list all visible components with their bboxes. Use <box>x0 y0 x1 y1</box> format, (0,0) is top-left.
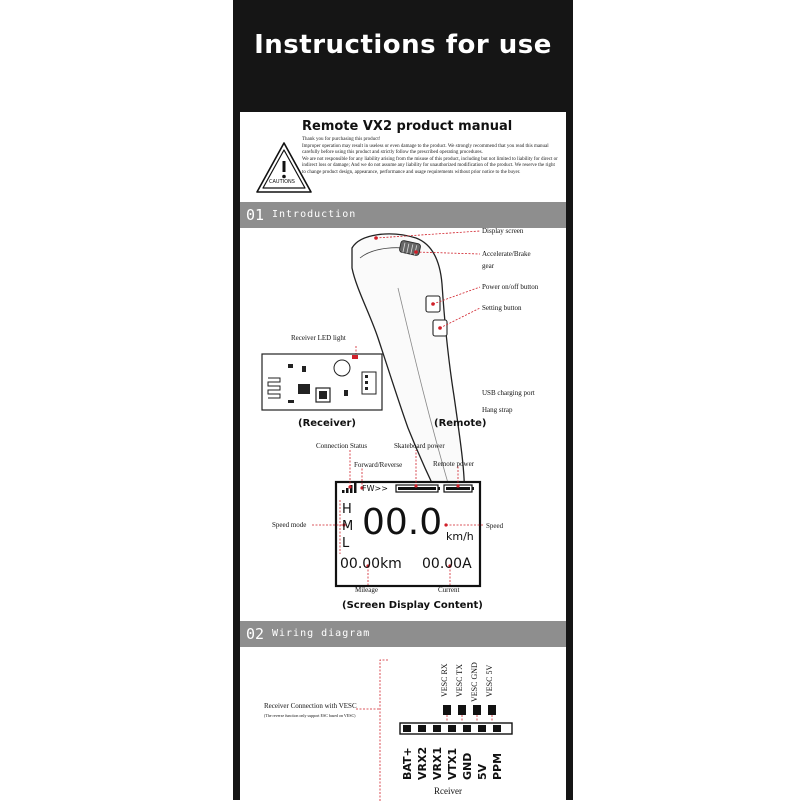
notice-paragraph: We are not responsible for any liability arising from the misuse of this product, including but not limited to liability for direct or indirect loss or damage; And we do not assume any liability for unauthorized modification of the product. We reserve the right to change product design, appearance, performance and usage requirements without prior notice to the buyer. <box>302 156 558 175</box>
section-name: Wiring diagram <box>272 628 371 639</box>
receiver-pin-label: BAT+ <box>401 747 414 780</box>
section-name: Introduction <box>272 209 357 220</box>
notice-paragraph: Improper operation may result in useless or even damage to the product. We strongly recommend that you read this manual carefully before using this product and strictly follow the prescribed operating procedures. <box>302 143 549 156</box>
caption-receiver: (Receiver) <box>298 418 356 429</box>
label-skateboard-power: Skateboard power <box>394 442 445 450</box>
receiver-board-illustration <box>258 344 398 414</box>
label-accelerate-brake: Accelerate/Brake <box>482 250 531 258</box>
receiver-pin-label: 5V <box>476 763 489 780</box>
caption-remote: (Remote) <box>434 418 487 429</box>
label-gear: gear <box>482 262 495 270</box>
label-power-button: Power on/off button <box>482 283 539 291</box>
mileage-value: 00.00km <box>340 556 402 572</box>
speed-mode-low: L <box>342 536 350 551</box>
speed-unit: km/h <box>446 530 474 543</box>
speed-value: 00.0 <box>362 502 443 543</box>
manual-heading: Remote VX2 product manual <box>302 119 513 134</box>
label-setting-button: Setting button <box>482 304 522 312</box>
page-title: Instructions for use <box>254 30 552 60</box>
label-remote-power: Remote power <box>433 460 475 468</box>
speed-mode-high: H <box>342 502 352 517</box>
vesc-pin-label: VESC 5V <box>485 664 494 697</box>
vesc-pin-label: VESC RX <box>440 663 449 697</box>
cautions-label: CAUTIONS <box>269 179 295 185</box>
label-vesc-connection: Receiver Connection with VESC <box>264 702 357 710</box>
vesc-pin-label: VESC GND <box>470 662 479 702</box>
caption-rceiver: Rceiver <box>434 786 462 796</box>
caption-screen-display: (Screen Display Content) <box>342 600 483 611</box>
label-forward-reverse: Forward/Reverse <box>354 461 403 469</box>
current-value: 00.00A <box>422 556 472 572</box>
receiver-pin-label: GND <box>461 752 474 780</box>
notice-text <box>302 137 560 177</box>
receiver-pin-label: VRX2 <box>416 746 429 780</box>
receiver-pin-label: VTX1 <box>446 747 459 780</box>
receiver-pin-label: PPM <box>491 752 504 780</box>
speed-mode-medium: M <box>342 519 354 534</box>
label-connection-status: Connection Status <box>316 442 368 450</box>
manual-page <box>240 112 566 800</box>
label-usb-port: USB charging port <box>482 389 535 397</box>
direction-indicator: FW>> <box>362 484 388 493</box>
label-hang-strap: Hang strap <box>482 406 513 414</box>
notice-paragraph: Thank you for purchasing this product! <box>302 137 381 142</box>
label-speed-mode: Speed mode <box>272 521 307 529</box>
label-vesc-note: (The reverse function only support ESC based on VESC) <box>264 713 356 718</box>
section-number: 01 <box>246 206 265 224</box>
label-receiver-led: Receiver LED light <box>291 334 346 342</box>
section-number: 02 <box>246 625 265 643</box>
label-speed: Speed <box>486 522 504 530</box>
section-introduction-bar <box>240 202 566 228</box>
vesc-pin-label: VESC TX <box>455 664 464 697</box>
label-display-screen: Display screen <box>482 227 524 235</box>
label-current: Current <box>438 586 460 594</box>
receiver-pin-label: VRX1 <box>431 746 444 780</box>
label-mileage: Mileage <box>355 586 378 594</box>
battery-icon <box>396 485 440 492</box>
